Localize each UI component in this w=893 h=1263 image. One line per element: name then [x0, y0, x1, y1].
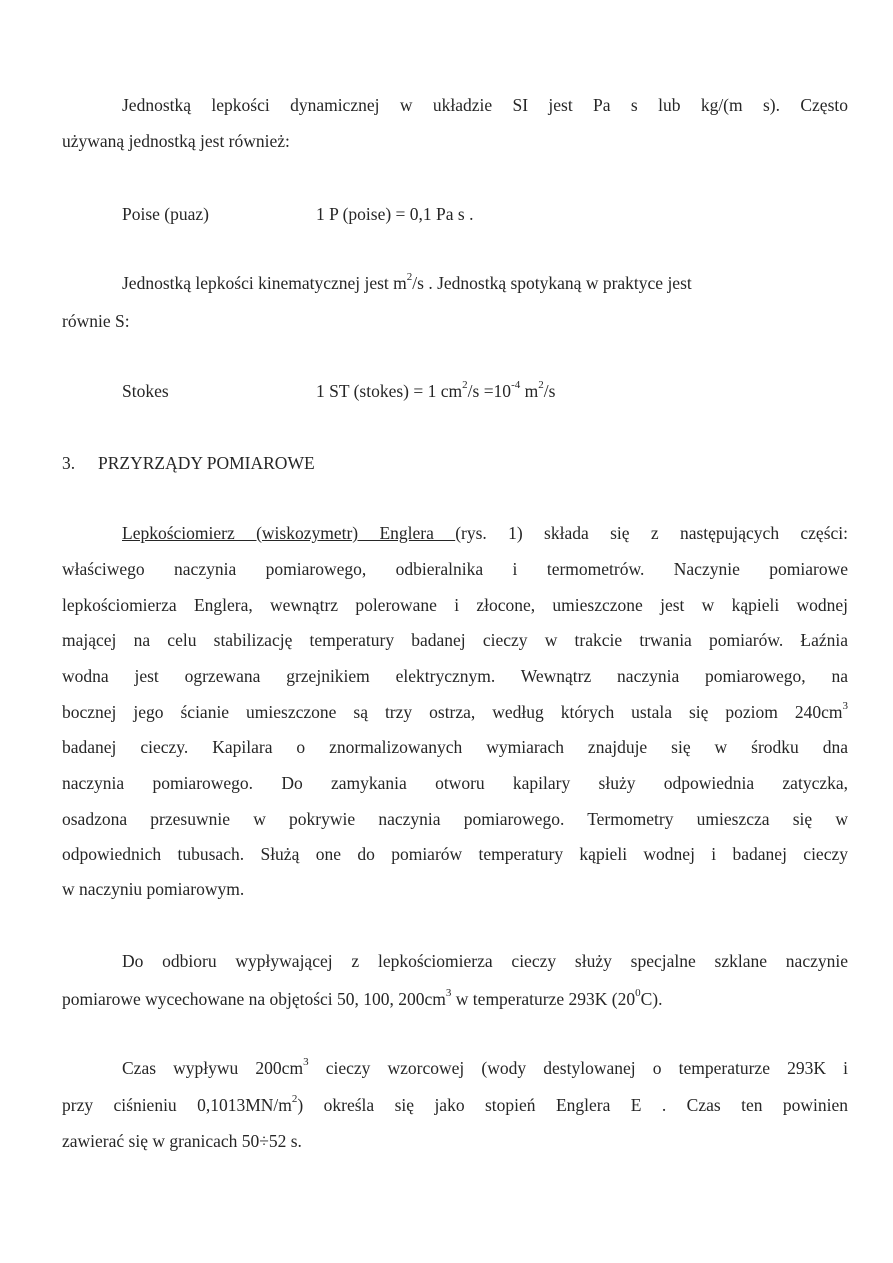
- poise-unit-name: Poise (puaz): [122, 204, 209, 224]
- paragraph-engler-line-3: lepkościomierza Englera, wewnątrz polerowane i złocone, umieszczone jest w kąpieli wodnej: [62, 595, 848, 615]
- stokes-unit-equation: 1 ST (stokes) = 1 $cm^2/s =10^{-4}$ $m^2/s$: [316, 379, 556, 401]
- engler-viscometer-term: Lepkościomierz (wiskozymetr) Englera: [122, 523, 456, 543]
- section-number: 3.: [62, 453, 76, 473]
- paragraph-kinematic-viscosity-line-1: Jednostką lepkości kinematycznej jest $m^2/s$ . Jednostką spotykaną w praktyce jest: [122, 271, 692, 293]
- paragraph-dynamic-viscosity-line-1: Jednostką lepkości dynamicznej w układzie SI jest Pa s lub kg/(m s). Często: [122, 95, 848, 115]
- paragraph-engler-line-1: Lepkościomierz (wiskozymetr) Englera (rys. 1) składa się z następujących części:: [122, 523, 848, 543]
- paragraph-receiver-line-1: Do odbioru wypływającej z lepkościomierza cieczy służy specjalne szklane naczynie: [122, 951, 848, 971]
- paragraph-dynamic-viscosity-line-2: używaną jednostką jest również:: [62, 131, 290, 151]
- poise-unit-equation: 1 P (poise) = 0,1 Pa s .: [316, 204, 474, 224]
- paragraph-receiver-line-2: pomiarowe wycechowane na objętości 50, 100, $200cm^3$ w temperaturze 293K $(20^0C)$.: [62, 987, 663, 1009]
- stokes-unit-name: Stokes: [122, 381, 169, 401]
- paragraph-engler-degree-line-3: zawierać się w granicach 50÷52 s.: [62, 1131, 302, 1151]
- paragraph-engler-degree-line-2: przy ciśnieniu $0,1013MN/m^2$) określa się jako stopień Englera E . Czas ten powinien: [62, 1093, 848, 1115]
- paragraph-kinematic-viscosity-line-2: równie S:: [62, 311, 130, 331]
- paragraph-engler-line-6: bocznej jego ścianie umieszczone są trzy ostrza, według których ustala się poziom $240cm^3$: [62, 700, 848, 722]
- paragraph-engler-line-2: właściwego naczynia pomiarowego, odbieralnika i termometrów. Naczynie pomiarowe: [62, 559, 848, 579]
- paragraph-engler-line-5: wodna jest ogrzewana grzejnikiem elektrycznym. Wewnątrz naczynia pomiarowego, na: [62, 666, 848, 686]
- paragraph-engler-line-9: osadzona przesuwnie w pokrywie naczynia pomiarowego. Termometry umieszcza się w: [62, 809, 848, 829]
- section-title: PRZYRZĄDY POMIAROWE: [98, 453, 315, 473]
- paragraph-engler-line-8: naczynia pomiarowego. Do zamykania otworu kapilary służy odpowiednia zatyczka,: [62, 773, 848, 793]
- paragraph-engler-line-4: mającej na celu stabilizację temperatury badanej cieczy w trakcie trwania pomiarów. Łaźnia: [62, 630, 848, 650]
- paragraph-engler-line-10: odpowiednich tubusach. Służą one do pomiarów temperatury kąpieli wodnej i badanej cieczy: [62, 844, 848, 864]
- paragraph-engler-degree-line-1: Czas wypływu $200cm^3$ cieczy wzorcowej (wody destylowanej o temperaturze 293K i: [122, 1056, 848, 1078]
- paragraph-engler-line-11: w naczyniu pomiarowym.: [62, 879, 245, 899]
- paragraph-engler-line-7: badanej cieczy. Kapilara o znormalizowanych wymiarach znajduje się w środku dna: [62, 737, 848, 757]
